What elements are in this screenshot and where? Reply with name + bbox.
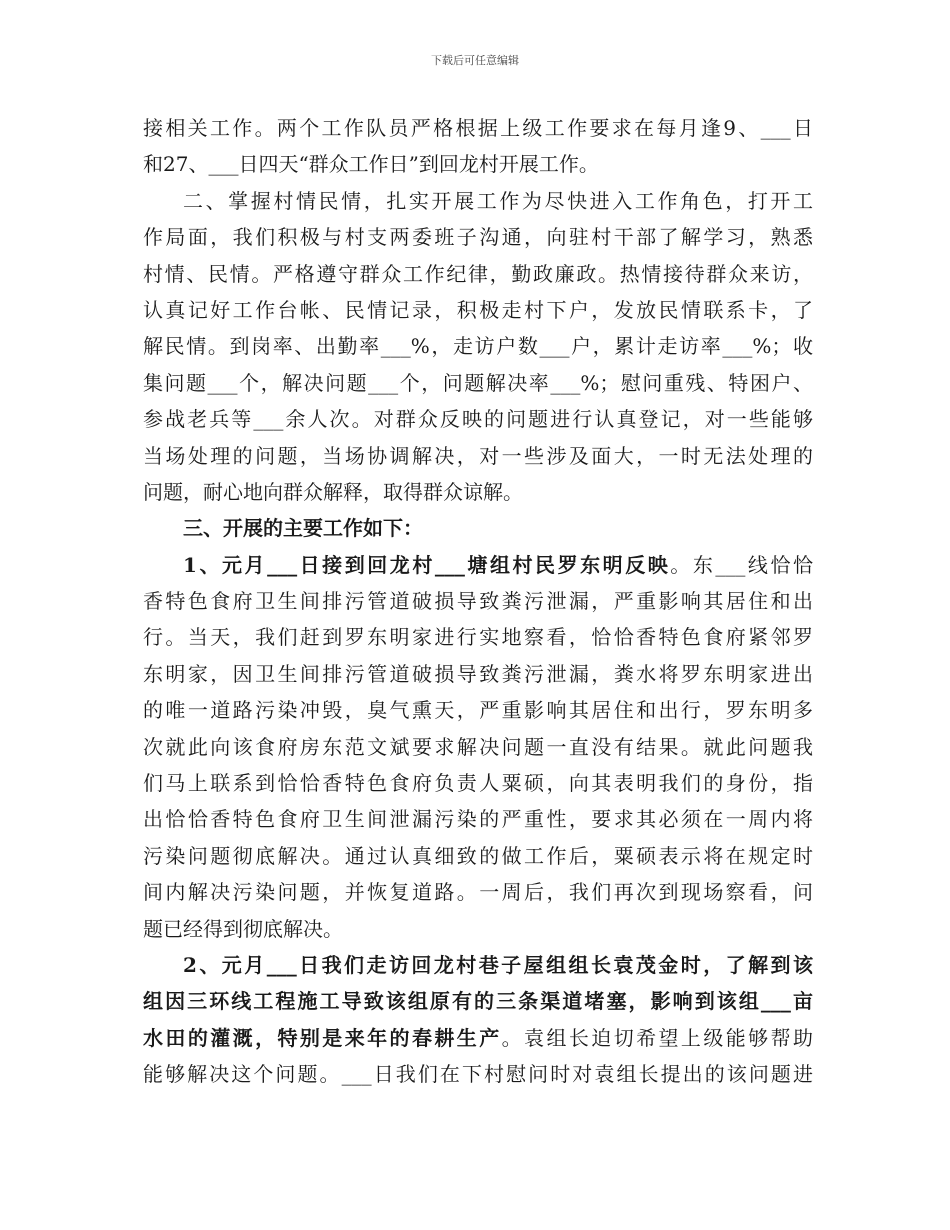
section-heading-three [143,510,813,546]
text-line: 和27、___日四天“群众工作日”到回龙村开展工作。 [143,152,599,177]
paragraph-section-two [143,183,813,511]
text-line: 水田的灌溉，特别是来年的春耕生产。袁组长迫切希望上级能够帮助 [143,1025,814,1050]
text-line: 解民情。到岗率、出勤率___%，走访户数___户，累计走访率___%；收 [143,334,813,359]
text-line: 村情、民情。严格遵守群众工作纪律，勤政廉政。热情接待群众来访， [143,261,813,286]
text-line: 接相关工作。两个工作队员严格根据上级工作要求在每月逢9、___日 [143,116,813,140]
text-line: 作局面，我们积极与村支两委班子沟通，向驻村干部了解学习，熟悉 [143,225,813,250]
text-line: 香特色食府卫生间排污管道破损导致粪污泄漏，严重影响其居住和出 [143,589,813,614]
text-line: 污染问题彻底解决。通过认真细致的做工作后，粟硕表示将在规定时 [143,843,813,868]
text-line: 题已经得到彻底解决。 [143,916,343,941]
text-line: 组因三环线工程施工导致该组原有的三条渠道堵塞，影响到该组___亩 [143,989,813,1014]
text-line: 问题，耐心地向群众解释，取得群众谅解。 [143,479,523,504]
paragraph-continuation [143,110,813,183]
paragraph-item-two [143,947,813,1093]
text-line: 行。当天，我们赶到罗东明家进行实地察看，恰恰香特色食府紧邻罗 [143,625,813,650]
text-line: 1、元月___日接到回龙村___塘组村民罗东明反映。东___线恰恰 [183,552,814,577]
text-line: 2、元月___日我们走访回龙村巷子屋组组长袁茂金时，了解到该 [183,952,813,977]
text-line: 当场处理的问题，当场协调解决，对一些涉及面大，一时无法处理的 [143,443,813,468]
text-line: 能够解决这个问题。___日我们在下村慰问时对袁组长提出的该问题进 [143,1062,813,1087]
bold-lead-text: 水田的灌溉，特别是来年的春耕生产 [143,1025,502,1050]
text-line: 二、掌握村情民情，扎实开展工作为尽快进入工作角色，打开工 [183,188,813,213]
bold-lead-text: 1、元月___日接到回龙村___塘组村民罗东明反映 [183,552,671,577]
text-line: 们马上联系到恰恰香特色食府负责人粟硕，向其表明我们的身份，指 [143,771,813,796]
text-line: 次就此向该食府房东范文斌要求解决问题一直没有结果。就此问题我 [143,734,813,759]
document-body [143,110,813,1093]
page-header-note: 下载后可任意编辑 [431,54,519,67]
text-line: 认真记好工作台帐、民情记录，积极走村下户，发放民情联系卡，了 [143,297,813,322]
heading-line: 三、开展的主要工作如下： [183,516,423,541]
text-line: 东明家，因卫生间排污管道破损导致粪污泄漏，粪水将罗东明家进出 [143,661,813,686]
text-line: 集问题___个，解决问题___个，问题解决率___%；慰问重残、特困户、 [143,370,813,395]
text-line: 出恰恰香特色食府卫生间泄漏污染的严重性，要求其必须在一周内将 [143,807,813,832]
text-line: 间内解决污染问题，并恢复道路。一周后，我们再次到现场察看，问 [143,880,813,905]
text-line: 参战老兵等___余人次。对群众反映的问题进行认真登记，对一些能够 [143,407,813,432]
text-line: 的唯一道路污染冲毁，臭气熏天，严重影响其居住和出行，罗东明多 [143,698,813,723]
paragraph-item-one [143,547,813,947]
